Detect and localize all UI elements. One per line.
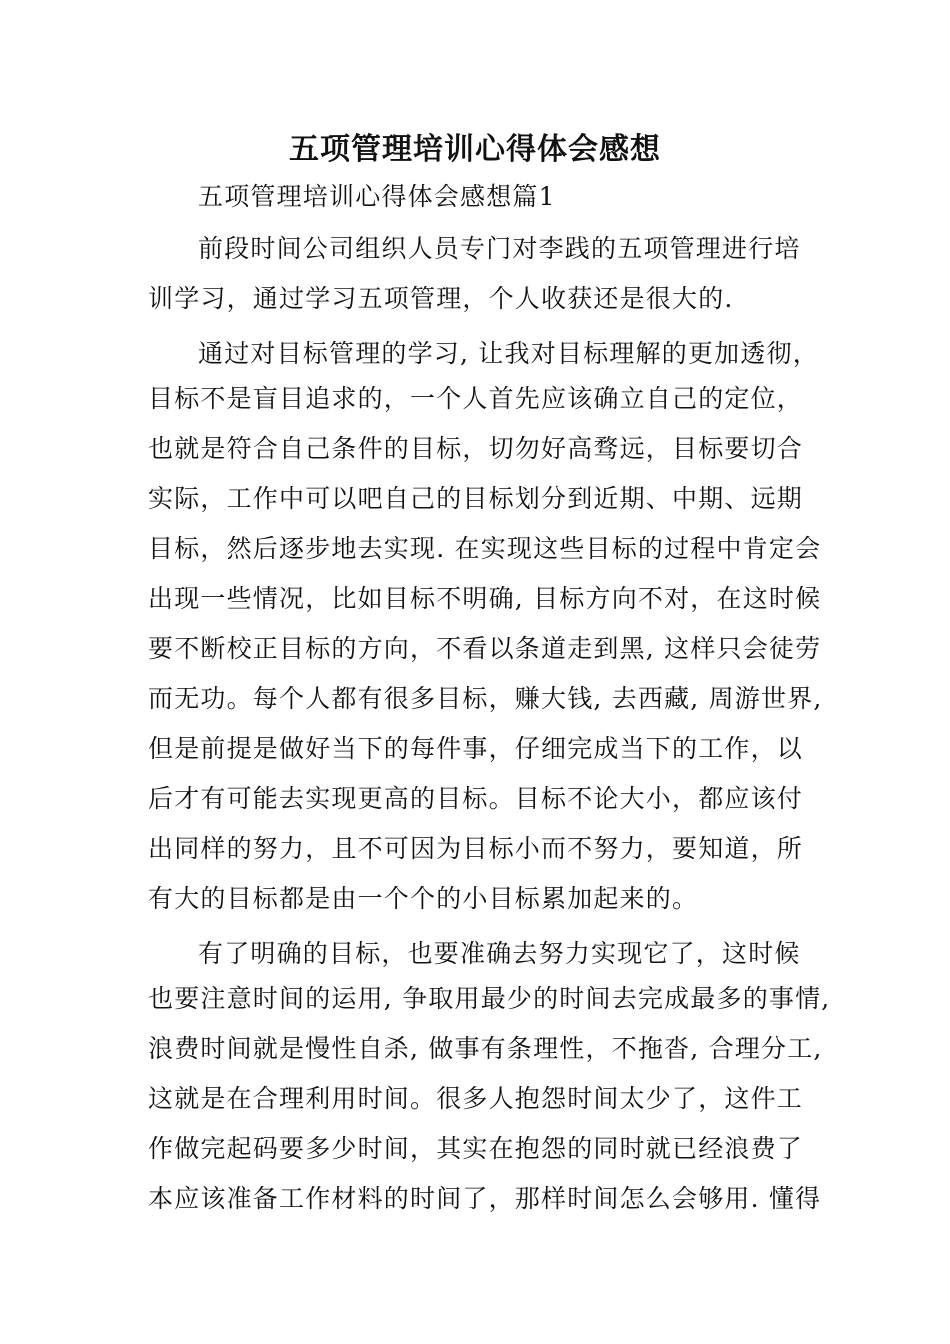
paragraph-line: 前段时间公司组织人员专门对李践的五项管理进行培 (198, 234, 801, 263)
paragraph-line: 实际，工作中可以吧自己的目标划分到近期、中期、远期 (148, 484, 804, 513)
paragraph-line: 但是前提是做好当下的每件事，仔细完成当下的工作，以 (148, 734, 804, 763)
paragraph-line: 这就是在合理利用时间。很多人抱怨时间太少了，这件工 (148, 1084, 804, 1113)
paragraph-line: 有大的目标都是由一个个的小目标累加起来的。 (148, 884, 699, 913)
paragraph-line: 浪费时间就是慢性自杀, 做事有条理性，不拖沓, 合理分工, (148, 1034, 823, 1063)
paragraph-line: 本应该准备工作材料的时间了，那样时间怎么会够用. 懂得 (148, 1184, 822, 1213)
paragraph-line: 要不断校正目标的方向，不看以条道走到黑, 这样只会徒劳 (148, 634, 822, 663)
paragraph-line: 目标，然后逐步地去实现. 在实现这些目标的过程中肯定会 (148, 534, 822, 563)
paragraph-line: 通过对目标管理的学习, 让我对目标理解的更加透彻， (198, 339, 819, 368)
paragraph-line: 出现一些情况，比如目标不明确, 目标方向不对，在这时候 (148, 584, 822, 613)
paragraph-line: 后才有可能去实现更高的目标。目标不论大小，都应该付 (148, 784, 804, 813)
paragraph-line: 出同样的努力，且不可因为目标小而不努力，要知道，所 (148, 834, 804, 863)
section-heading: 五项管理培训心得体会感想篇1 (198, 182, 556, 211)
paragraph-line: 而无功。每个人都有很多目标，赚大钱, 去西藏, 周游世界, (148, 684, 823, 713)
document-title: 五项管理培训心得体会感想 (289, 132, 661, 167)
paragraph-line: 作做完起码要多少时间，其实在抱怨的同时就已经浪费了 (148, 1134, 804, 1163)
paragraph-line: 训学习，通过学习五项管理，个人收获还是很大的. (148, 284, 734, 313)
paragraph-line: 也就是符合自己条件的目标，切勿好高骛远，目标要切合 (148, 434, 804, 463)
paragraph-line: 有了明确的目标，也要准确去努力实现它了，这时候 (198, 939, 801, 968)
paragraph-line: 目标不是盲目追求的，一个人首先应该确立自己的定位， (148, 384, 804, 413)
paragraph-line: 也要注意时间的运用, 争取用最少的时间去完成最多的事情, (148, 984, 831, 1013)
